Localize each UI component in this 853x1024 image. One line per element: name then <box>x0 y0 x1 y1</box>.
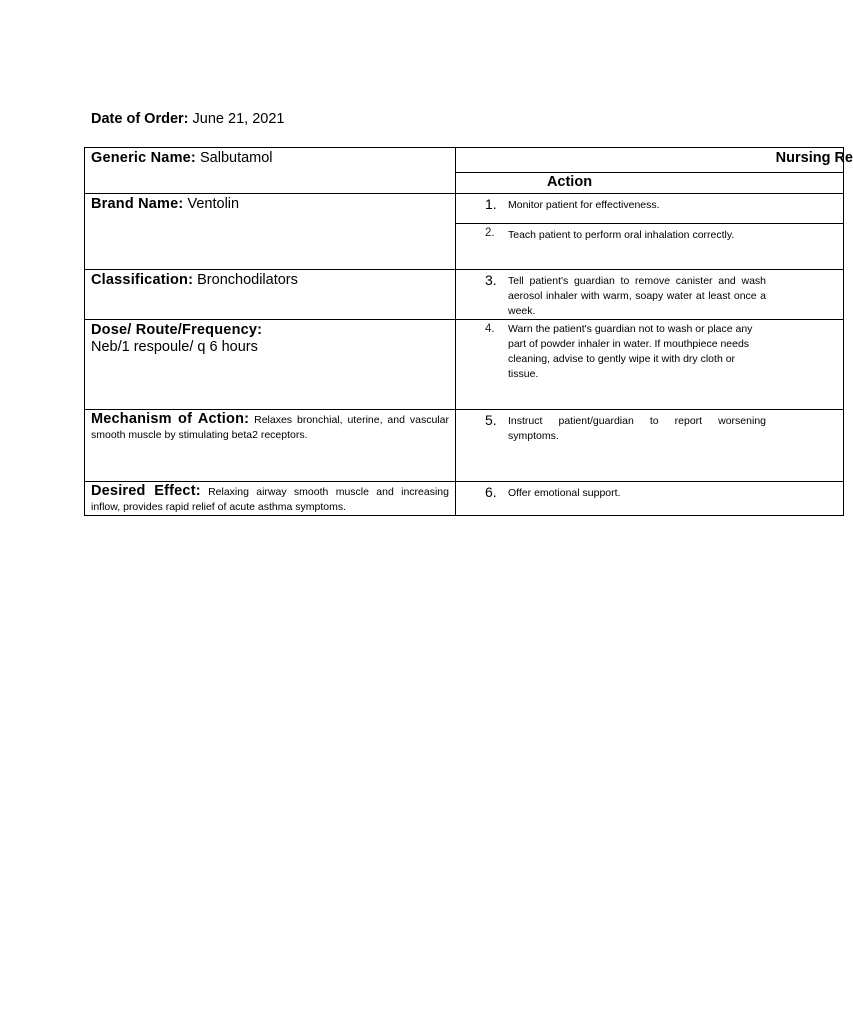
generic-name-value: Salbutamol <box>199 150 273 166</box>
action-column-header <box>456 173 844 194</box>
action-number: 6. <box>485 484 497 500</box>
action-number: 1. <box>485 196 497 212</box>
action-text: Instruct patient/guardian to report worsening symptoms. <box>508 415 766 442</box>
classification-value: Bronchodilators <box>197 272 298 288</box>
nursing-header-text: Nursing Re <box>775 150 853 166</box>
mechanism-of-action-label: Mechanism of Action: <box>91 411 250 427</box>
action-text: Offer emotional support. <box>508 487 621 499</box>
action-item-5 <box>456 410 844 482</box>
desired-effect-cell <box>85 482 456 516</box>
classification-label: Classification: <box>91 272 194 288</box>
drug-study-table-wrapper <box>84 147 853 515</box>
generic-name-label: Generic Name: <box>91 150 196 166</box>
action-header-text: Action <box>546 174 593 190</box>
drug-study-table <box>84 147 853 516</box>
brand-name-value: Ventolin <box>187 196 240 212</box>
action-number: 2. <box>485 227 495 239</box>
desired-effect-label: Desired Effect: <box>91 483 201 499</box>
nursing-responsibilities-header <box>456 148 853 173</box>
date-of-order <box>91 111 284 127</box>
action-item-2 <box>456 224 844 270</box>
action-text: Warn the patient's guardian not to wash or place any part of powder inhaler in water. If mouthpiece needs cleaning, advise to gently wipe it with dry cloth or tissue. <box>508 323 753 380</box>
mechanism-of-action-cell <box>85 410 456 482</box>
generic-name-cell <box>85 148 456 194</box>
classification-cell <box>85 270 456 320</box>
dose-route-frequency-cell <box>85 320 456 410</box>
action-item-4 <box>456 320 844 410</box>
date-of-order-label: Date of Order: <box>91 111 189 127</box>
action-number: 3. <box>485 272 497 288</box>
brand-name-label: Brand Name: <box>91 196 184 212</box>
mechanism-of-action-value: Relaxes bronchial, uterine, and vascular smooth muscle by stimulating beta2 receptors. <box>91 414 449 441</box>
action-number: 5. <box>485 412 497 428</box>
dose-route-frequency-value: Neb/1 respoule/ q 6 hours <box>91 339 258 355</box>
brand-name-cell <box>85 194 456 270</box>
action-item-3 <box>456 270 844 320</box>
date-of-order-value: June 21, 2021 <box>192 111 285 127</box>
action-text: Monitor patient for effectiveness. <box>508 199 660 211</box>
action-number: 4. <box>485 323 495 335</box>
action-text: Tell patient's guardian to remove canister and wash aerosol inhaler with warm, soapy water at least once a week. <box>508 275 766 317</box>
desired-effect-value: Relaxing airway smooth muscle and increasing inflow, provides rapid relief of acute asthma symptoms. <box>91 486 449 513</box>
action-text: Teach patient to perform oral inhalation correctly. <box>508 229 735 241</box>
action-item-1 <box>456 194 844 224</box>
action-item-6 <box>456 482 844 516</box>
dose-route-frequency-label: Dose/ Route/Frequency: <box>91 322 263 338</box>
